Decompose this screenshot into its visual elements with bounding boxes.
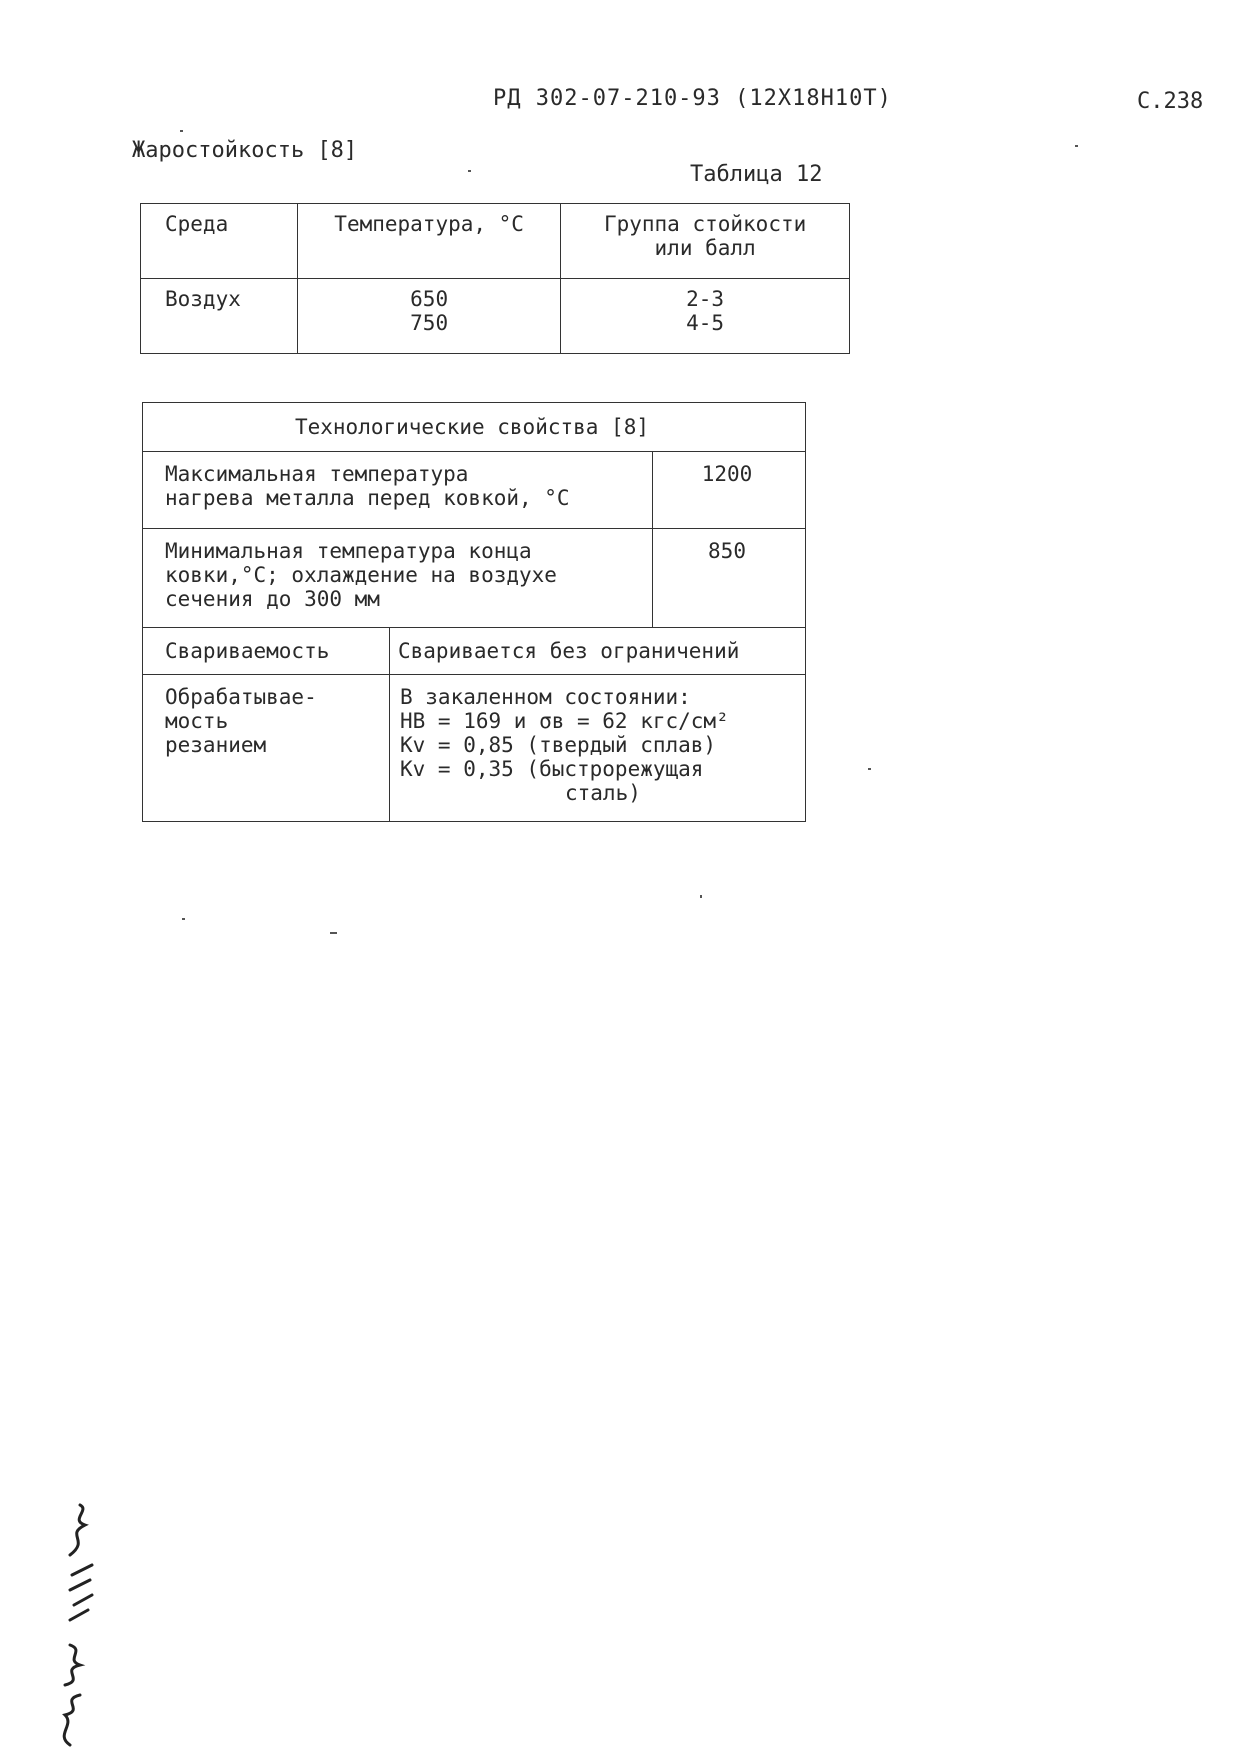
- table-row: [143, 675, 806, 822]
- scan-speck: [1075, 145, 1078, 147]
- table-row: [143, 529, 806, 628]
- min-temp-value: 850: [653, 529, 806, 628]
- tech-title: Технологические свойства [8]: [143, 403, 806, 452]
- min-temp-label: [143, 529, 653, 628]
- machinability-line4: Кv = 0,35 (быстрорежущая: [400, 757, 704, 781]
- heat-resistance-table: [140, 203, 850, 354]
- max-temp-label-line1: Максимальная температура: [165, 462, 469, 486]
- max-temp-label-line2: нагрева металла перед ковкой, °С: [165, 486, 570, 510]
- table-label: Таблица 12: [690, 162, 823, 187]
- min-temp-label-line3: сечения до 300 мм: [165, 587, 380, 611]
- group-value-2: 4-5: [686, 311, 725, 335]
- max-temp-label: [143, 452, 653, 529]
- header-medium: Среда: [141, 204, 298, 279]
- cell-groups: [561, 279, 850, 354]
- section-title: Жаростойкость [8]: [132, 138, 358, 163]
- machinability-label-line2: мость: [165, 709, 229, 733]
- document-code: РД 302-07-210-93 (12Х18Н10Т): [493, 86, 892, 111]
- weldability-value: Сваривается без ограничений: [390, 628, 806, 675]
- technological-properties-table: [142, 402, 806, 822]
- table-row: [143, 628, 806, 675]
- group-value-1: 2-3: [686, 287, 725, 311]
- scan-speck: [468, 170, 471, 172]
- scan-speck: [330, 932, 337, 934]
- machinability-line5: сталь): [565, 781, 641, 805]
- scan-speck: [700, 895, 702, 898]
- header-group-line1: Группа стойкости: [603, 212, 807, 236]
- max-temp-value: 1200: [653, 452, 806, 529]
- header-temperature: Температура, °С: [298, 204, 561, 279]
- tech-title-row: [143, 403, 806, 452]
- machinability-label-line3: резанием: [165, 733, 267, 757]
- table-row: [143, 452, 806, 529]
- machinability-line1: В закаленном состоянии:: [400, 685, 691, 709]
- temp-value-1: 650: [410, 287, 449, 311]
- cell-temperatures: [298, 279, 561, 354]
- header-group: [561, 204, 850, 279]
- machinability-label: [143, 675, 390, 822]
- scan-speck: [180, 130, 183, 132]
- page-number: С.238: [1137, 89, 1204, 114]
- scan-speck: [868, 768, 871, 770]
- handwritten-signature: [40, 1500, 120, 1750]
- table-row: [141, 279, 850, 354]
- table-header-row: [141, 204, 850, 279]
- weldability-label: Свариваемость: [143, 628, 390, 675]
- scan-speck: [182, 918, 185, 920]
- min-temp-label-line1: Минимальная температура конца: [165, 539, 532, 563]
- machinability-line3: Кv = 0,85 (твердый сплав): [400, 733, 717, 757]
- machinability-label-line1: Обрабатывае-: [165, 685, 317, 709]
- cell-medium: Воздух: [141, 279, 298, 354]
- machinability-line2: НВ = 169 и σв = 62 кгс/см²: [400, 709, 729, 733]
- temp-value-2: 750: [410, 311, 449, 335]
- machinability-value: [390, 675, 806, 822]
- min-temp-label-line2: ковки,°С; охлаждение на воздухе: [165, 563, 557, 587]
- header-group-line2: или балл: [654, 236, 756, 260]
